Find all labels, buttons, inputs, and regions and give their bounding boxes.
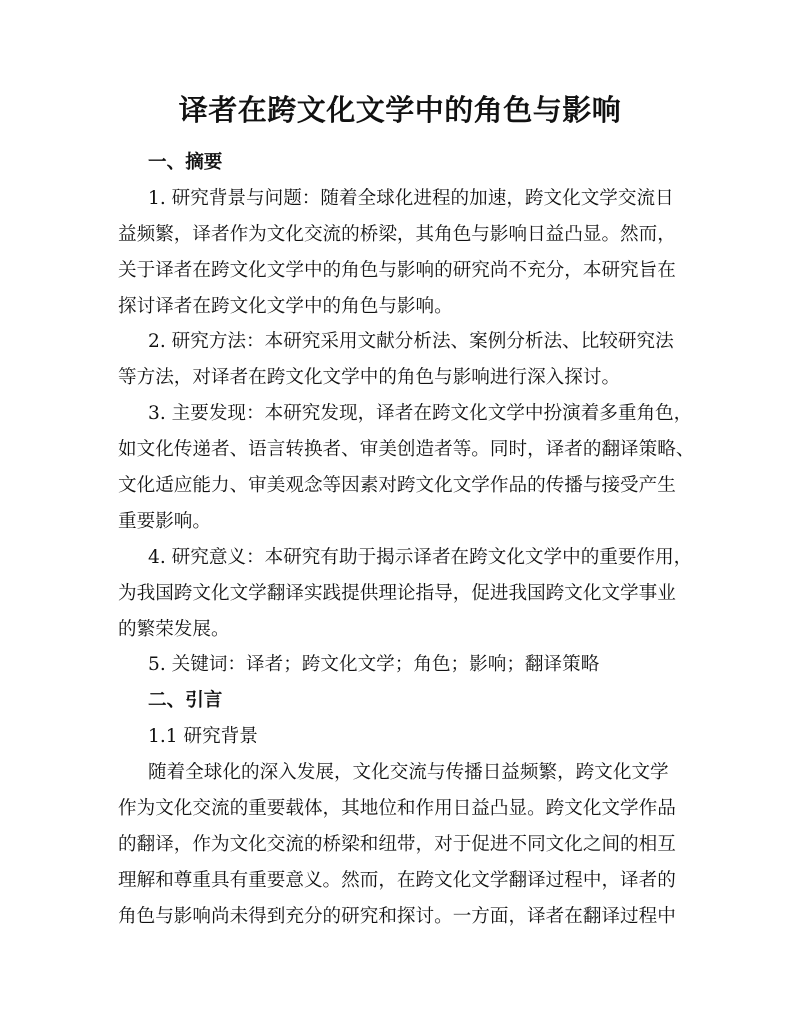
text-line: 2. 研究方法：本研究采用文献分析法、案例分析法、比较研究法 xyxy=(148,331,674,353)
text-line: 4. 研究意义：本研究有助于揭示译者在跨文化文学中的重要作用， xyxy=(148,546,693,568)
text-line: 的翻译，作为文化交流的桥梁和纽带，对于促进不同文化之间的相互 xyxy=(118,833,676,855)
text-line: 关于译者在跨文化文学中的角色与影响的研究尚不充分，本研究旨在 xyxy=(118,259,676,281)
text-line: 角色与影响尚未得到充分的研究和探讨。一方面，译者在翻译过程中 xyxy=(118,905,676,927)
text-line: 文化适应能力、审美观念等因素对跨文化文学作品的传播与接受产生 xyxy=(118,475,676,497)
text-line: 3. 主要发现：本研究发现，译者在跨文化文学中扮演着多重角色， xyxy=(148,403,693,425)
section-heading: 一、摘要 xyxy=(148,152,223,173)
text-line: 理解和尊重具有重要意义。然而，在跨文化文学翻译过程中，译者的 xyxy=(118,869,676,891)
text-line: 随着全球化的深入发展，文化交流与传播日益频繁，跨文化文学 xyxy=(148,762,669,784)
document-title: 译者在跨文化文学中的角色与影响 xyxy=(178,93,622,127)
text-line: 等方法，对译者在跨文化文学中的角色与影响进行深入探讨。 xyxy=(118,367,621,389)
document-body xyxy=(118,145,698,935)
text-line: 1. 研究背景与问题：随着全球化进程的加速，跨文化文学交流日 xyxy=(148,187,674,209)
text-line: 为我国跨文化文学翻译实践提供理论指导，促进我国跨文化文学事业 xyxy=(118,582,676,604)
text-line: 1.1 研究背景 xyxy=(148,726,258,748)
text-line: 益频繁，译者作为文化交流的桥梁，其角色与影响日益凸显。然而， xyxy=(118,223,676,245)
text-line: 重要影响。 xyxy=(118,510,211,532)
text-line: 5. 关键词：译者；跨文化文学；角色；影响；翻译策略 xyxy=(148,654,600,676)
section-heading: 二、引言 xyxy=(148,690,223,712)
text-line: 作为文化交流的重要载体，其地位和作用日益凸显。跨文化文学作品 xyxy=(118,798,676,820)
text-line: 的繁荣发展。 xyxy=(118,618,230,640)
text-line: 探讨译者在跨文化文学中的角色与影响。 xyxy=(118,295,453,317)
text-line: 如文化传递者、语言转换者、审美创造者等。同时，译者的翻译策略、 xyxy=(118,439,695,461)
